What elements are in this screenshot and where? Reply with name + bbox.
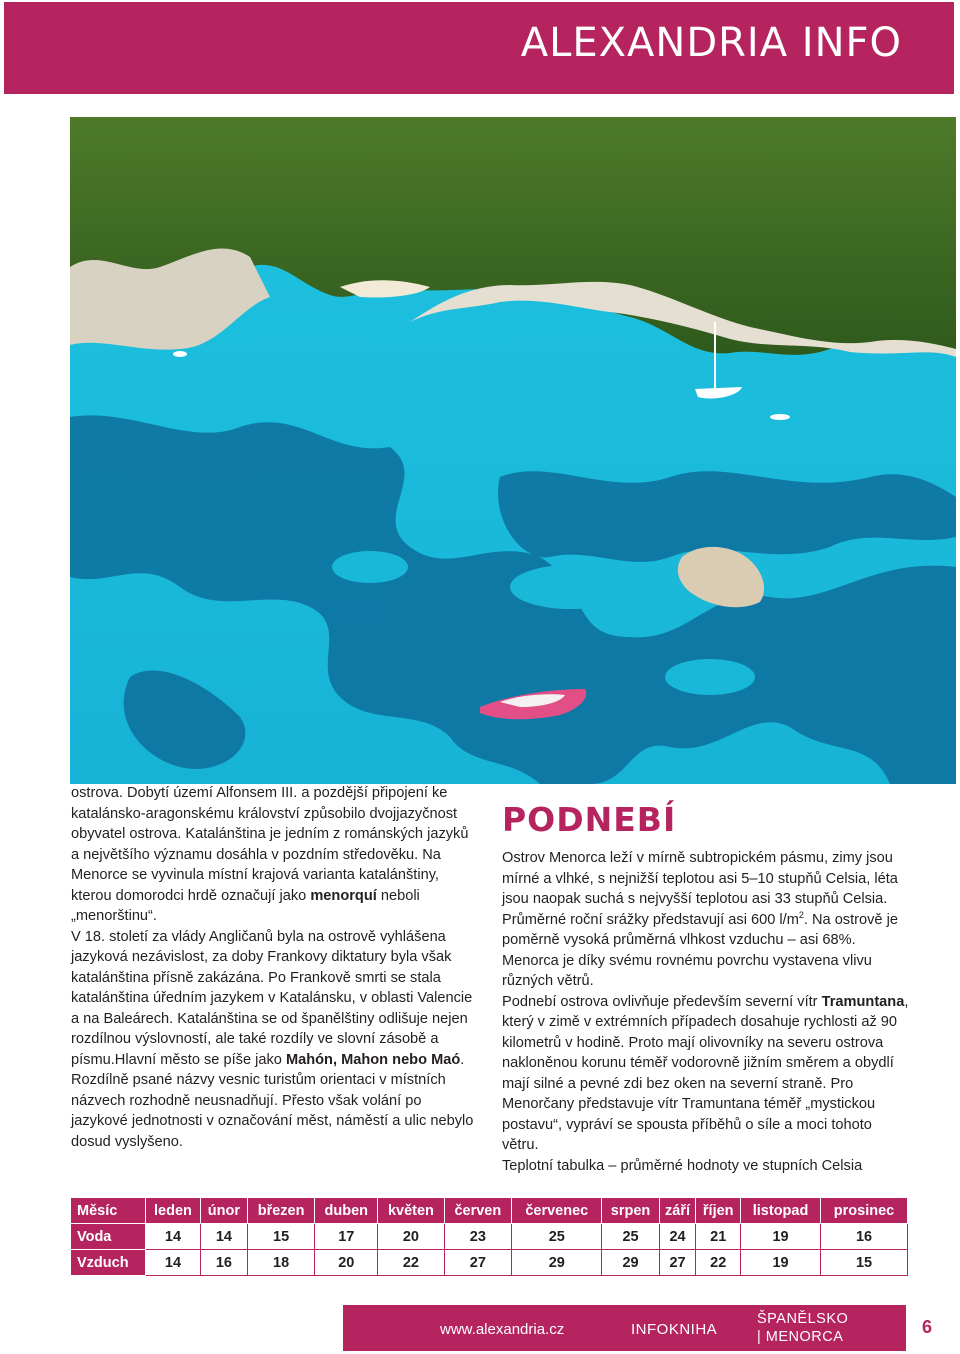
- table-cell: 17: [315, 1224, 378, 1250]
- table-cell: 14: [146, 1250, 201, 1276]
- table-cell: 21: [696, 1224, 741, 1250]
- small-boat: [770, 414, 790, 420]
- climate-heading: PODNEBÍ: [502, 800, 677, 839]
- capital-names: Mahón, Mahon nebo Maó: [285, 1051, 461, 1068]
- history-paragraph: [71, 927, 477, 1153]
- table-row: [71, 1224, 908, 1250]
- month-header: leden: [146, 1198, 201, 1224]
- history-text-b: . Rozdílně psané názvy vesnic turistům orientaci v místních názvech rozhodně neusnadňují. Přesto však volání po jazykové jednotnosti v označování měst, náměstí a ulic nebylo dosud vyslyšeno.: [71, 1051, 474, 1150]
- climate-paragraph: [502, 848, 912, 992]
- month-header: srpen: [602, 1198, 659, 1224]
- table-cell: 20: [378, 1224, 444, 1250]
- table-cell: 29: [512, 1250, 602, 1276]
- table-cell: 16: [200, 1250, 247, 1276]
- month-header: únor: [200, 1198, 247, 1224]
- table-row: [71, 1250, 908, 1276]
- table-cell: 27: [444, 1250, 512, 1276]
- table-cell: 22: [696, 1250, 741, 1276]
- footer-url-link[interactable]: www.alexandria.cz: [440, 1321, 565, 1338]
- table-cell: 25: [512, 1224, 602, 1250]
- dinghy: [173, 351, 187, 357]
- header-label: Měsíc: [71, 1198, 146, 1224]
- language-text-b: neboli „menorštinu“.: [71, 887, 420, 924]
- month-header: březen: [247, 1198, 314, 1224]
- table-cell: 27: [659, 1250, 696, 1276]
- row-label-water: Voda: [71, 1224, 146, 1250]
- language-term-menorqui: menorquí: [310, 887, 377, 904]
- table-cell: 29: [602, 1250, 659, 1276]
- row-label-air: Vzduch: [71, 1250, 146, 1276]
- table-header-row: [71, 1198, 908, 1224]
- climate-text-a: Ostrov Menorca leží v mírně subtropickém pásmu, zimy jsou mírné a vlhké, s nejnižší teplotou asi 5–10 stupňů Celsia, léta jsou naopak suchá s nejvyšší teplotou asi 33 stupňů Celsia. Průměrné roční srážky představují asi 600 l/m: [502, 850, 898, 928]
- wind-paragraph: [502, 992, 912, 1156]
- wind-text-b: , který v zimě v extrémních případech dosahuje rychlosti až 90 kilometrů v hodině. Proto mají olivovníky na severu ostrova nakloněnou korunu téměř vodorovně jižním směrem a obydlí mají silné a pevné zdi bez oken na severní straně. Pro Menorčany představuje vítr Tramuntana téměř „mystickou postavu“, vypráví se spousta příběhů o síle a moci tohoto větru.: [502, 993, 909, 1153]
- table-cell: 24: [659, 1224, 696, 1250]
- cove-photo-illustration: [70, 117, 956, 784]
- month-header: listopad: [741, 1198, 821, 1224]
- temperature-table: [70, 1197, 908, 1276]
- table-cell: 25: [602, 1224, 659, 1250]
- table-cell: 19: [741, 1250, 821, 1276]
- language-paragraph: [71, 783, 477, 927]
- history-text-a: V 18. století za vlády Angličanů byla na ostrově vyhlášena jazyková nezávislost, za doby Frankovy diktatury byla však katalánština přísně zakázána. Po Frankově smrti se stala katalánština úředním jazykem v Katalánsku, v oblasti Valencie a na Baleárech. Katalánština se od španělštiny odlišuje nejen rozdílnou výslovností, ale také rozdíly ve slovní zásobě a písmu.Hlavní město se píše jako: [71, 928, 473, 1068]
- footer-bar: [343, 1305, 906, 1351]
- month-header: říjen: [696, 1198, 741, 1224]
- language-text-a: ostrova. Dobytí území Alfonsem III. a pozdější připojení ke katalánsko-aragonskému království způsobilo dvojjazyčnost obyvatel ostrova. Katalánština je jedním z románských jazyků a největšího významu dosáhla v pozdním středověku. Na Menorce se vyvinula místní krajová varianta katalánštiny, kterou domorodci hrdě označují jako: [71, 785, 469, 904]
- climate-text-b: . Na ostrově je poměrně vysoká průměrná vlhkost vzduchu – asi 68%. Menorca je díky svému rovnému povrchu vystavena vlivu různých větrů.: [502, 911, 898, 989]
- table-cell: 16: [821, 1224, 908, 1250]
- footer-country: ŠPANĚLSKO: [757, 1311, 849, 1327]
- header-title: ALEXANDRIA INFO: [520, 20, 902, 66]
- month-header: květen: [378, 1198, 444, 1224]
- cove-photo: [70, 117, 956, 784]
- month-header: duben: [315, 1198, 378, 1224]
- wind-text-a: Podnebí ostrova ovlivňuje především severní vítr: [502, 993, 822, 1010]
- table-cell: 20: [315, 1250, 378, 1276]
- month-header: září: [659, 1198, 696, 1224]
- table-cell: 18: [247, 1250, 314, 1276]
- table-cell: 15: [821, 1250, 908, 1276]
- left-text-column: [71, 783, 477, 1152]
- table-cell: 23: [444, 1224, 512, 1250]
- footer-book-label: INFOKNIHA: [631, 1321, 718, 1338]
- climate-superscript: 2: [798, 909, 804, 920]
- footer-destination: [757, 1310, 848, 1346]
- month-header: červen: [444, 1198, 512, 1224]
- right-text-column: [502, 848, 912, 1176]
- page-number: 6: [922, 1317, 933, 1337]
- table-cell: 19: [741, 1224, 821, 1250]
- month-header: prosinec: [821, 1198, 908, 1224]
- month-header: červenec: [512, 1198, 602, 1224]
- page-header: [4, 2, 954, 94]
- table-cell: 14: [200, 1224, 247, 1250]
- footer-island: | MENORCA: [757, 1329, 844, 1345]
- wind-term-tramuntana: Tramuntana: [821, 993, 905, 1010]
- table-cell: 22: [378, 1250, 444, 1276]
- table-caption: Teplotní tabulka – průměrné hodnoty ve stupních Celsia: [502, 1157, 863, 1174]
- table-cell: 14: [146, 1224, 201, 1250]
- table-cell: 15: [247, 1224, 314, 1250]
